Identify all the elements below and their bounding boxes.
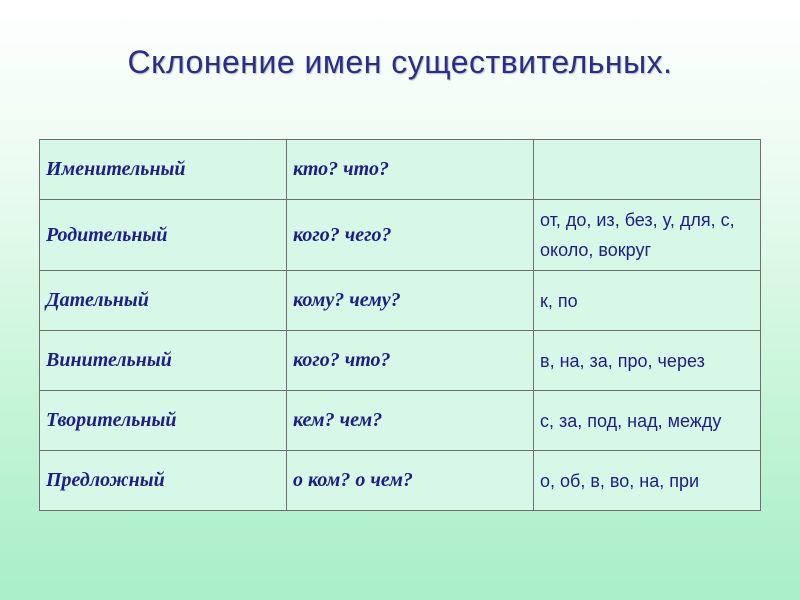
case-prepositions-cell: с, за, под, над, между: [534, 391, 761, 451]
case-prepositions-cell: к, по: [534, 271, 761, 331]
table-row: [40, 331, 761, 391]
table-row: [40, 200, 761, 271]
declension-table: [39, 139, 761, 511]
page-title: Склонение имен существительных.: [127, 44, 673, 80]
case-name-cell: Предложный: [40, 451, 287, 511]
case-name-cell: Дательный: [40, 271, 287, 331]
case-questions-cell: о ком? о чем?: [287, 451, 534, 511]
table-row: [40, 391, 761, 451]
table-row: [40, 140, 761, 200]
case-questions-cell: кто? что?: [287, 140, 534, 200]
table-row: [40, 271, 761, 331]
case-questions-cell: кого? что?: [287, 331, 534, 391]
case-questions-cell: кого? чего?: [287, 200, 534, 271]
case-prepositions-cell: [534, 140, 761, 200]
case-prepositions-cell: от, до, из, без, у, для, с, около, вокруг: [534, 200, 761, 271]
table-row: [40, 451, 761, 511]
case-questions-cell: кем? чем?: [287, 391, 534, 451]
case-name-cell: Винительный: [40, 331, 287, 391]
case-name-cell: Именительный: [40, 140, 287, 200]
case-prepositions-cell: в, на, за, про, через: [534, 331, 761, 391]
case-prepositions-cell: о, об, в, во, на, при: [534, 451, 761, 511]
case-name-cell: Родительный: [40, 200, 287, 271]
case-questions-cell: кому? чему?: [287, 271, 534, 331]
case-name-cell: Творительный: [40, 391, 287, 451]
